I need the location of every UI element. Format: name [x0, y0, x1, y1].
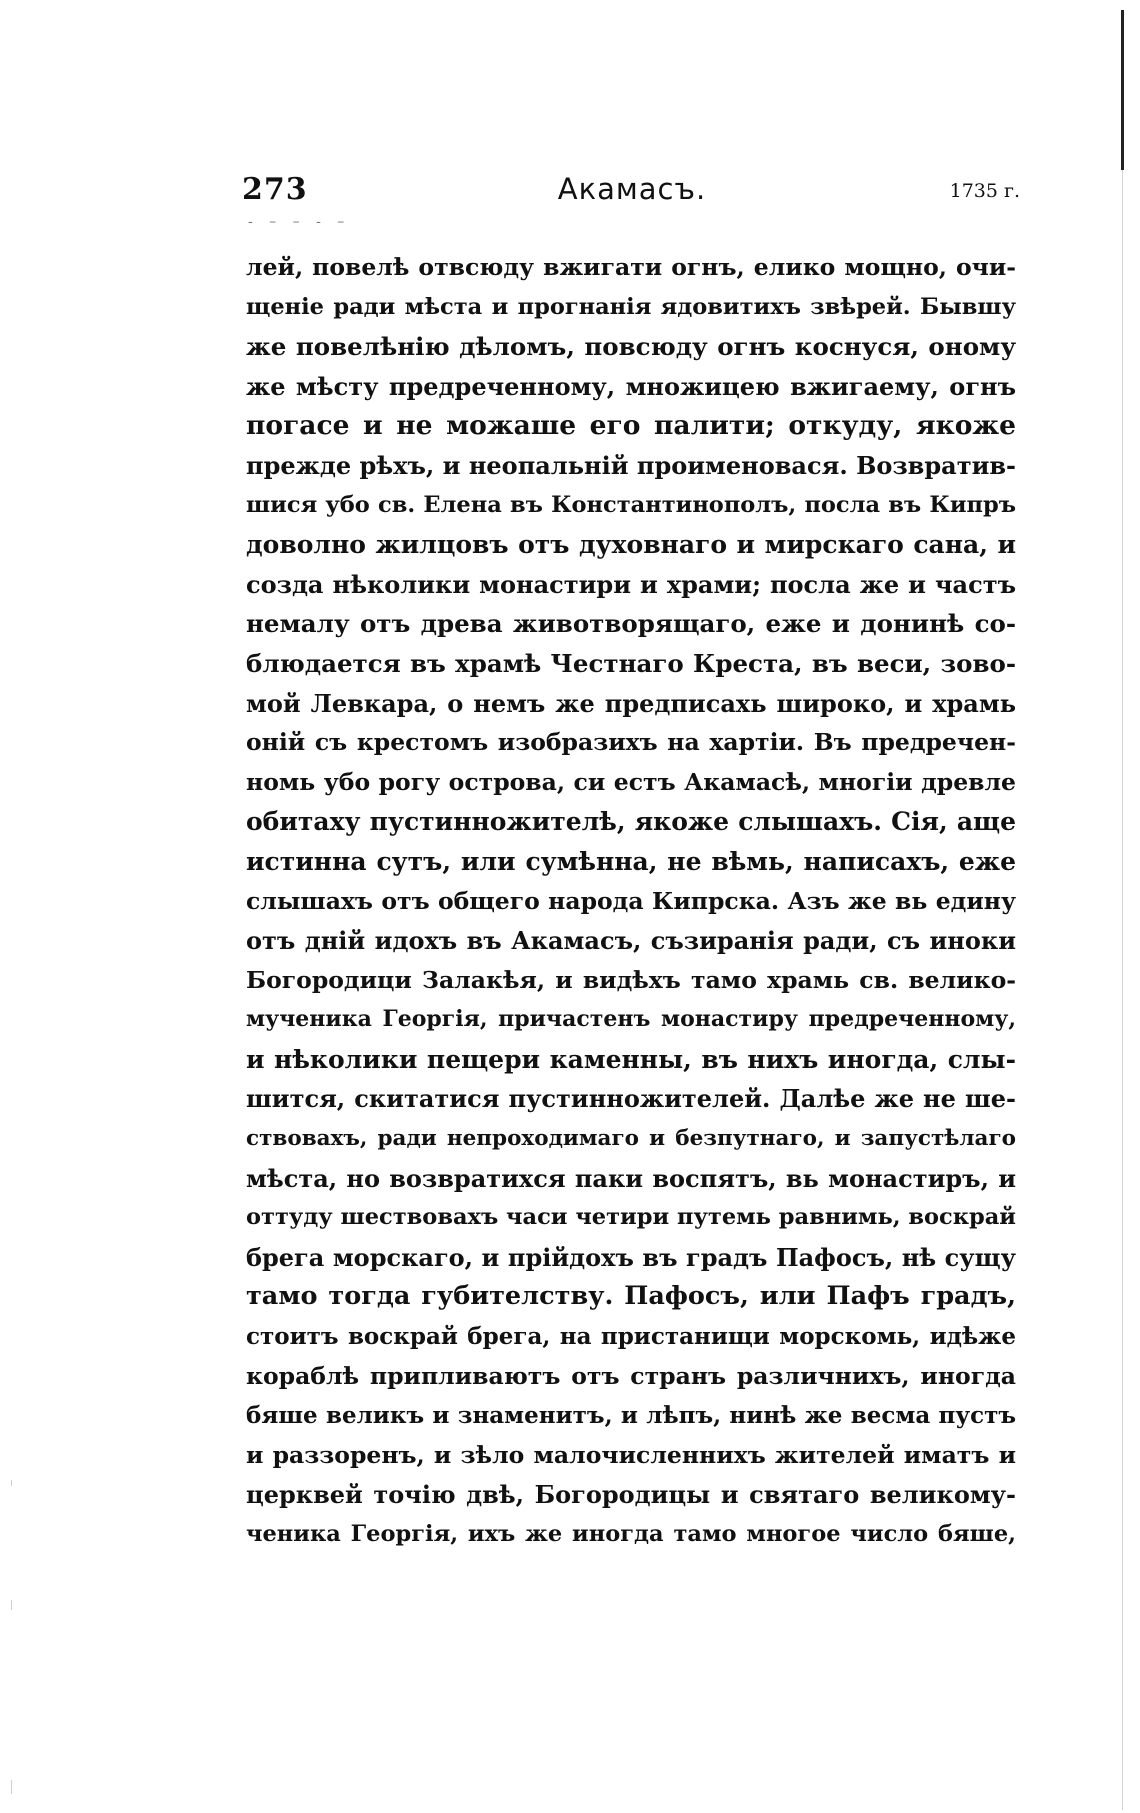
running-title: Акамасъ. — [557, 172, 707, 206]
text-line: же мѣсту предреченному, множицею вжигаему, огнъ — [246, 371, 1016, 401]
text-line: брега морскаго, и прійдохъ въ градъ Пафосъ, нѣ сущу — [246, 1242, 1016, 1272]
text-line: стоитъ воскрай брега, на пристанищи морскомь, идѣже — [246, 1323, 1016, 1351]
scan-speck — [11, 1780, 12, 1794]
text-line: немалу отъ древа животворящаго, еже и донинѣ со- — [246, 609, 1016, 639]
scan-speck — [11, 1480, 12, 1486]
text-line: мученика Георгія, причастенъ монастиру предреченному, — [246, 1006, 1016, 1033]
text-line: церквей точію двѣ, Богородицы и святаго великому- — [246, 1480, 1016, 1510]
text-line: мой Левкара, о немъ же предписахь широко, и храмь — [246, 688, 1016, 718]
text-line: номь убо рогу острова, си естъ Акамасѣ, многіи древле — [246, 767, 1016, 796]
text-line: погасе и не можаше его палити; откуду, якоже — [246, 410, 1016, 442]
text-line: оній съ крестомъ изобразихъ на хартіи. Въ предречен- — [246, 728, 1016, 757]
page-header — [242, 170, 1020, 230]
text-line: мѣста, но возвратихся паки воспятъ, вь монастиръ, и — [246, 1163, 1016, 1193]
text-line: прежде рѣхъ, и неопальній проименовася. Возвратив- — [246, 450, 1016, 480]
text-line: шися убо св. Елена въ Константинополъ, посла въ Кипръ — [246, 491, 1016, 518]
text-line: бяше великъ и знаменитъ, и лѣпъ, нинѣ же весма пустъ — [246, 1402, 1016, 1430]
text-line: тамо тогда губителству. Пафосъ, или Пафъ градъ, — [246, 1281, 1016, 1312]
page-number: 273 — [242, 172, 308, 207]
text-line: шится, скитатися пустинножителей. Далѣе же не ше- — [246, 1084, 1016, 1114]
text-line: истинна сутъ, или сумѣнна, не вѣмь, написахъ, еже — [246, 846, 1016, 876]
page-edge-shadow — [1122, 170, 1123, 1810]
header-rule: - – – - – — [248, 214, 351, 230]
text-line: слышахъ отъ общего народа Кипрска. Азъ же вь едину — [246, 886, 1016, 915]
text-line: обитаху пустинножителѣ, якоже слышахъ. Сія, аще — [246, 807, 1016, 837]
scan-speck — [11, 1600, 12, 1610]
year-marker: 1735 г. — [949, 180, 1020, 202]
text-line: созда нѣколики монастири и храми; посла же и частъ — [246, 569, 1016, 599]
text-line: блюдается въ храмѣ Честнаго Креста, въ веси, зово- — [246, 648, 1016, 678]
text-line: доволно жилцовъ отъ духовнаго и мирскаго сана, и — [246, 530, 1016, 560]
text-line: ствовахъ, ради непроходимаго и безпутнаго, и запустѣлаго — [246, 1126, 1016, 1152]
text-line: оттуду шествовахъ часи четири путемь равнимь, воскрай — [246, 1204, 1016, 1231]
text-line: и нѣколики пещери каменны, въ нихъ иногда, слы- — [246, 1044, 1016, 1074]
text-line: Богородици Залакѣя, и видѣхъ тамо храмь св. велико- — [246, 965, 1016, 994]
text-line: щеніе ради мѣста и прогнанія ядовитихъ звѣрей. Бывшу — [246, 293, 1016, 320]
text-line: ченика Георгія, ихъ же иногда тамо многое число бяше, — [246, 1521, 1016, 1547]
body-text — [246, 248, 1016, 1555]
text-line: и раззоренъ, и зѣло малочисленнихъ жителей иматъ и — [246, 1440, 1016, 1469]
page-edge-line — [1121, 10, 1124, 170]
text-line: лей, повелѣ отвсюду вжигати огнъ, елико мощно, очи- — [246, 253, 1016, 281]
text-line: кораблѣ припливаютъ отъ странъ различнихъ, иногда — [246, 1361, 1016, 1390]
text-line: отъ дній идохъ въ Акамасъ, съзиранія ради, съ иноки — [246, 926, 1016, 956]
text-line: же повелѣнію дѣломъ, повсюду огнъ коснуся, оному — [246, 332, 1016, 362]
